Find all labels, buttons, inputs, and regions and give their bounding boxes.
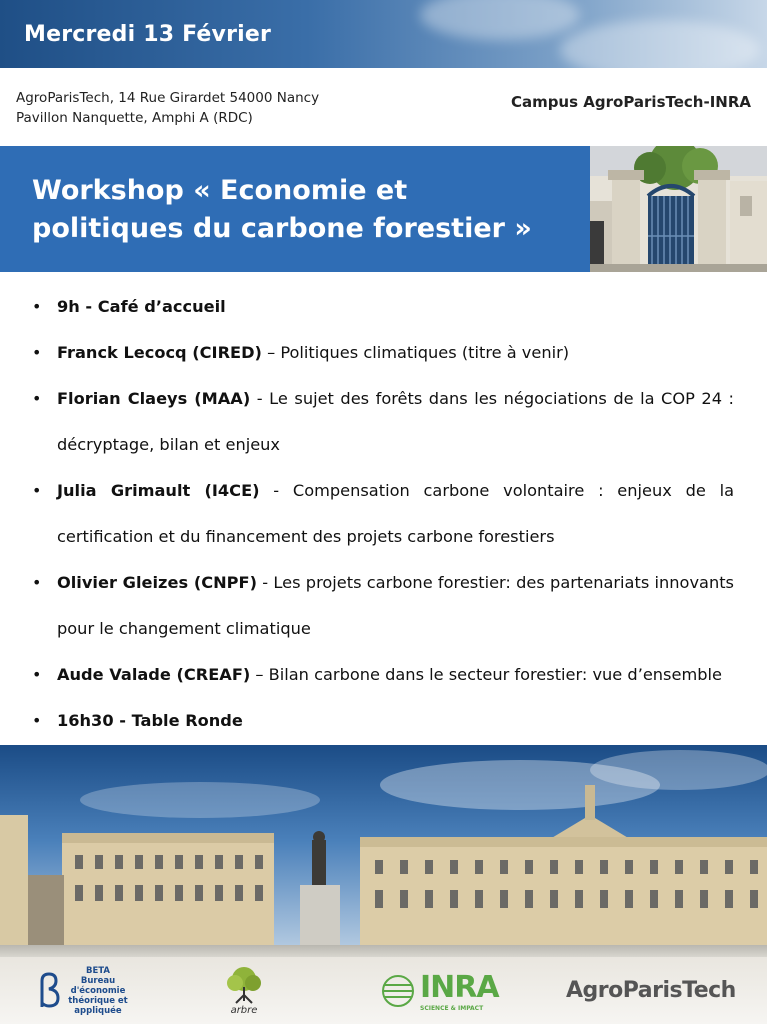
agroparistech-name: AgroParisTech <box>566 978 736 1003</box>
address-line-1: AgroParisTech, 14 Rue Girardet 54000 Nancy <box>16 90 320 106</box>
workshop-title-box <box>0 146 590 272</box>
top-banner <box>0 0 767 68</box>
venue-address <box>16 88 319 128</box>
gate-photo <box>590 146 767 272</box>
agenda-item <box>0 376 767 468</box>
agenda-item <box>0 468 767 560</box>
agenda-item <box>0 284 767 330</box>
agenda-item <box>0 652 767 698</box>
bullet-icon: • <box>32 573 42 592</box>
bullet-icon: • <box>32 297 42 316</box>
gate-illustration <box>590 146 767 272</box>
beta-logo <box>34 957 128 1024</box>
bullet-icon: • <box>32 389 42 408</box>
bullet-icon: • <box>32 711 42 730</box>
inra-name: INRA <box>420 969 499 1005</box>
agenda-item <box>0 698 767 744</box>
inra-logo <box>380 957 499 1024</box>
workshop-title <box>32 172 572 248</box>
agenda-item <box>0 560 767 652</box>
workshop-title-line-1: Workshop « Economie et <box>32 175 408 206</box>
agenda-speaker: 16h30 - Table Ronde <box>57 711 243 730</box>
agenda-speaker: Florian Claeys (MAA) <box>57 389 251 408</box>
beta-name: BETA Bureau d'économie théorique et appliquée <box>68 965 128 1016</box>
agenda-speaker: 9h - Café d’accueil <box>57 297 226 316</box>
agenda-topic: – Politiques climatiques (titre à venir) <box>261 343 570 362</box>
inra-wordmark <box>420 970 499 1012</box>
partner-logos <box>0 957 767 1024</box>
inra-globe-icon <box>380 973 420 1009</box>
square-illustration <box>0 745 767 957</box>
agroparistech-logo <box>566 957 736 1024</box>
bullet-icon: • <box>32 343 42 362</box>
address-line-2: Pavillon Nanquette, Amphi A (RDC) <box>16 110 253 126</box>
agenda-speaker: Olivier Gleizes (CNPF) <box>57 573 257 592</box>
sky-cloud <box>560 20 760 68</box>
bullet-icon: • <box>32 481 42 500</box>
place-stanislas-photo <box>0 745 767 957</box>
agenda-speaker: Aude Valade (CREAF) <box>57 665 251 684</box>
arbre-name: arbre <box>230 1005 258 1016</box>
agenda-topic: – Bilan carbone dans le secteur forestier: vue d’ensemble <box>250 665 722 684</box>
beta-symbol-icon <box>34 971 64 1011</box>
tree-icon <box>222 965 266 1005</box>
agenda-speaker: Julia Grimault (I4CE) <box>57 481 260 500</box>
agenda-list <box>0 284 767 744</box>
inra-tagline: SCIENCE & IMPACT <box>420 1004 484 1012</box>
workshop-title-line-2: politiques du carbone forestier » <box>32 213 532 244</box>
agenda-topic: - Les projets carbone forestier: des partenariats innovants pour le changement climatique <box>57 573 734 638</box>
event-date: Mercredi 13 Février <box>24 22 272 47</box>
agenda-topic: - Compensation carbone volontaire : enjeux de la certification et du financement des projets carbone forestiers <box>57 481 734 546</box>
campus-name: Campus AgroParisTech-INRA <box>510 93 751 111</box>
arbre-logo <box>222 957 266 1024</box>
bullet-icon: • <box>32 665 42 684</box>
agenda-speaker: Franck Lecocq (CIRED) <box>57 343 262 362</box>
agenda-item <box>0 330 767 376</box>
sky-cloud <box>420 0 580 40</box>
agenda-topic: - Le sujet des forêts dans les négociations de la COP 24 : décryptage, bilan et enjeux <box>57 389 734 454</box>
